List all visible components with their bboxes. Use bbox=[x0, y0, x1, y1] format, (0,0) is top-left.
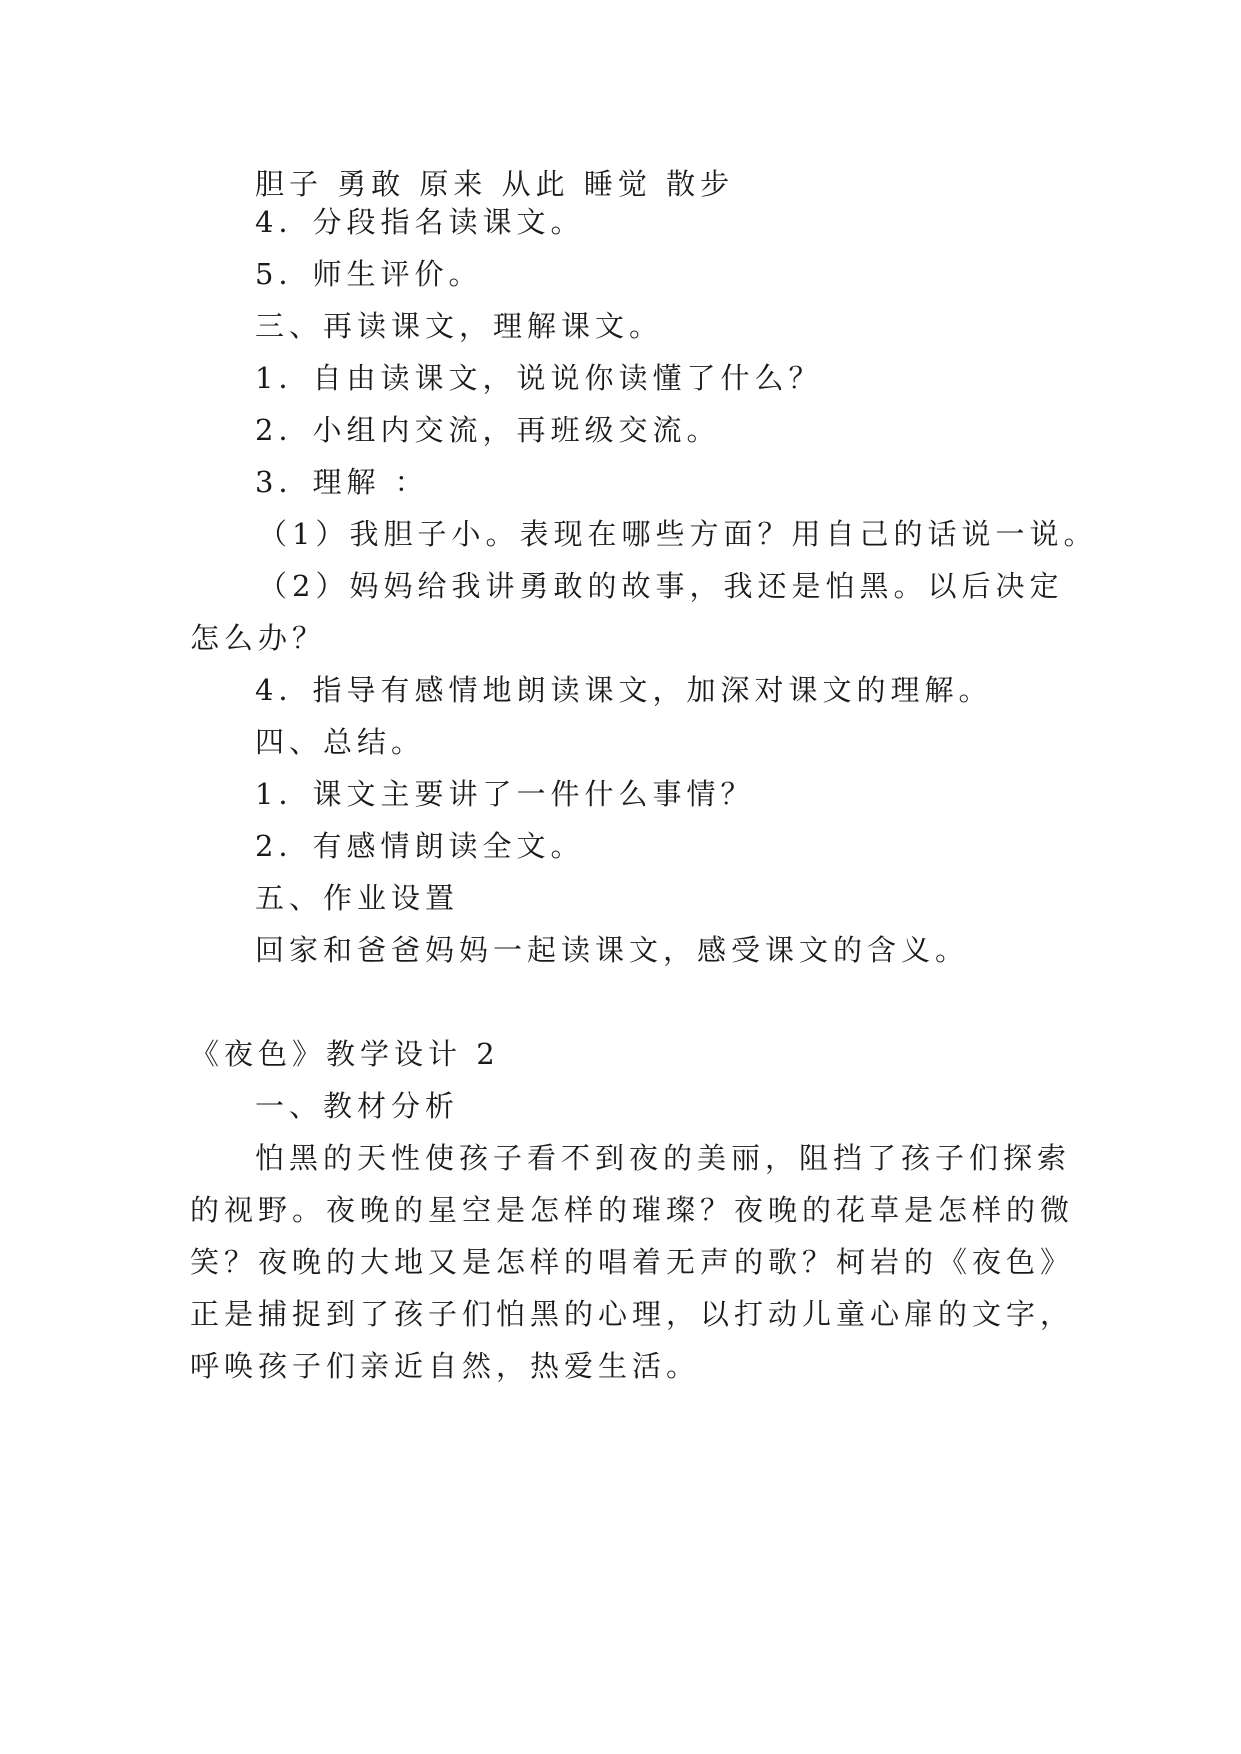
step-line: 1．自由读课文，说说你读懂了什么？ bbox=[255, 361, 823, 395]
paragraph-line: 笑？夜晚的大地又是怎样的唱着无声的歌？柯岩的《夜色》 bbox=[190, 1245, 1075, 1279]
step-line: 4．分段指名读课文。 bbox=[255, 205, 585, 239]
sub-step-line: （2）妈妈给我讲勇敢的故事，我还是怕黑。以后决定 bbox=[258, 569, 1064, 603]
paragraph-line: 正是捕捉到了孩子们怕黑的心理，以打动儿童心扉的文字， bbox=[190, 1297, 1075, 1331]
continuation-line: 怎么办？ bbox=[190, 621, 327, 655]
section-heading: 五、作业设置 bbox=[255, 881, 460, 915]
section-heading: 三、再读课文，理解课文。 bbox=[255, 309, 664, 343]
step-line: 2．有感情朗读全文。 bbox=[255, 829, 585, 863]
step-line: 2．小组内交流，再班级交流。 bbox=[255, 413, 721, 447]
section-heading: 四、总结。 bbox=[255, 725, 426, 759]
paragraph-line: 呼唤孩子们亲近自然，热爱生活。 bbox=[190, 1349, 701, 1383]
section-heading: 一、教材分析 bbox=[255, 1089, 460, 1123]
paragraph-line: 怕黑的天性使孩子看不到夜的美丽，阻挡了孩子们探索 bbox=[255, 1141, 1072, 1175]
step-line: 5．师生评价。 bbox=[255, 257, 483, 291]
paragraph-line: 的视野。夜晚的星空是怎样的璀璨？夜晚的花草是怎样的微 bbox=[190, 1193, 1075, 1227]
sub-step-line: （1）我胆子小。表现在哪些方面？用自己的话说一说。 bbox=[258, 517, 1098, 551]
step-line: 3．理解 ： bbox=[255, 465, 429, 499]
paragraph-line: 回家和爸爸妈妈一起读课文，感受课文的含义。 bbox=[255, 933, 970, 967]
step-line: 4．指导有感情地朗读课文，加深对课文的理解。 bbox=[255, 673, 993, 707]
step-line: 1．课文主要讲了一件什么事情？ bbox=[255, 777, 755, 811]
document-title: 《夜色》教学设计 2 bbox=[190, 1037, 500, 1071]
vocab-line: 胆子 勇敢 原来 从此 睡觉 散步 bbox=[255, 167, 735, 201]
